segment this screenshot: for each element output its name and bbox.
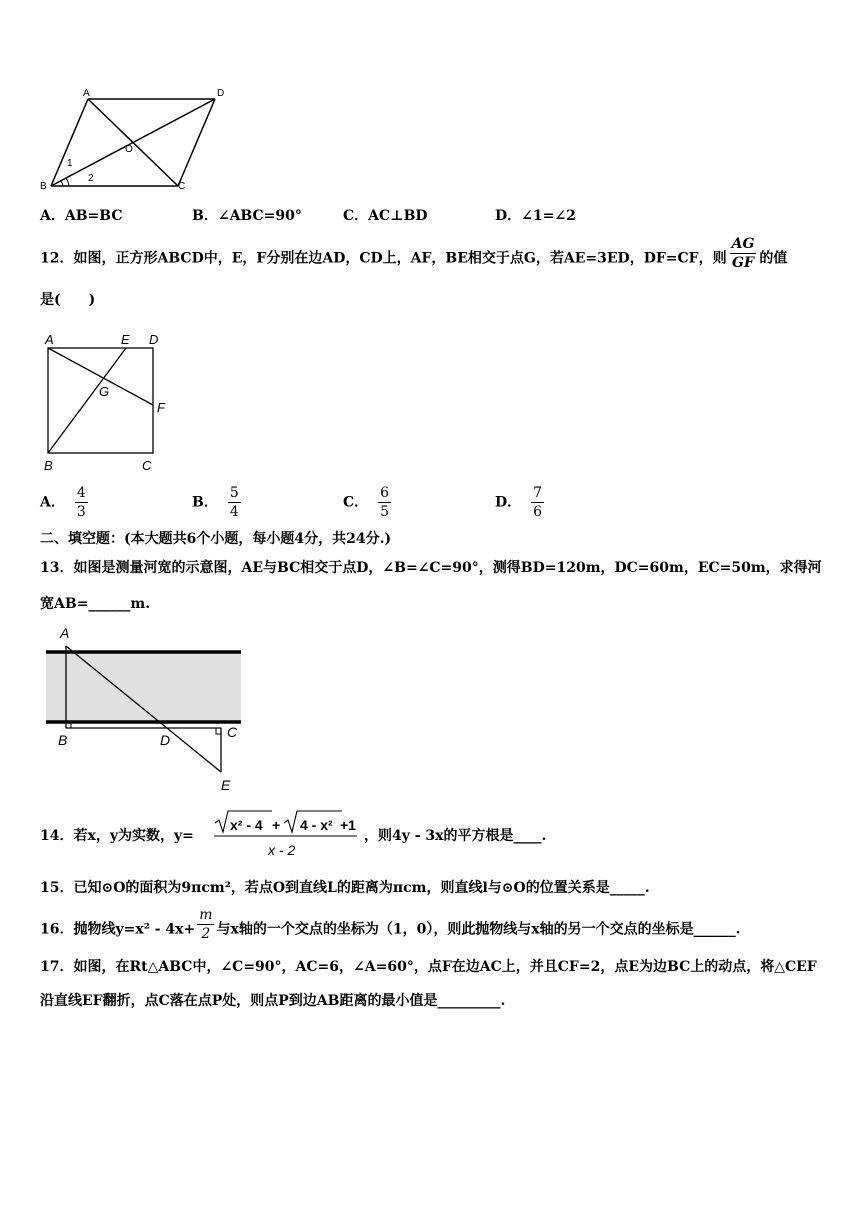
- parallelogram-figure: [35, 85, 235, 195]
- label-F: F: [157, 400, 165, 415]
- q15-text: 15．已知⊙O的面积为9πcm²，若点O到直线L的距离为πcm，则直线l与⊙O的位置关系是_____.: [40, 880, 650, 896]
- label-B: B: [40, 181, 47, 192]
- label-angle-1: 1: [67, 158, 73, 169]
- section-heading: 二、填空题：(本大题共6个小题，每小题4分，共24分.): [40, 531, 392, 547]
- label-C: C: [227, 724, 238, 740]
- svg-text:4 - x²: 4 - x²: [300, 817, 333, 833]
- label-A: A: [60, 625, 70, 641]
- q17-line1: 17．如图，在Rt△ABC中，∠C=90°，AC=6，∠A=60°，点F在边AC上，并且CF=2，点E为边BC上的动点，将△CEF: [40, 959, 817, 975]
- label-E: E: [121, 332, 130, 347]
- label-C: C: [178, 181, 186, 192]
- q11-option-d: D．∠1=∠2: [495, 208, 576, 224]
- label-B: B: [58, 732, 68, 748]
- q14-prefix: 14．若x，y为实数，y=: [40, 828, 194, 844]
- q13-line2: 宽AB=______m.: [40, 596, 151, 612]
- label-D: D: [160, 732, 171, 748]
- svg-text:x² - 4: x² - 4: [230, 817, 263, 833]
- q12-ratio-fraction: $\frac{AG}{GF}$: [731, 236, 755, 271]
- label-A: A: [45, 332, 54, 347]
- q16-fraction: $\frac{m}{2}$: [199, 907, 213, 942]
- q12-option-d: D． $\frac{7}{6}$: [495, 485, 543, 520]
- q14-suffix: ，则4y - 3x的平方根是____.: [364, 828, 547, 844]
- q11-option-b: B．∠ABC=90°: [192, 208, 302, 224]
- q12-option-a: A． $\frac{4}{3}$: [40, 485, 86, 520]
- q12-stem: 12．如图，正方形ABCD中，E，F分别在边AD，CD上，AF，BE相交于点G，若AE=3ED，DF=CF，则 $\frac{AG}{GF}$ 的值: [40, 236, 788, 271]
- river-figure: [40, 624, 255, 796]
- label-G: G: [99, 384, 110, 399]
- q13-line1: 13．如图是测量河宽的示意图，AE与BC相交于点D，∠B=∠C=90°，测得BD=120m，DC=60m，EC=50m，求得河: [40, 560, 822, 576]
- svg-text:+1: +1: [340, 817, 356, 833]
- label-E: E: [221, 777, 231, 793]
- q12-stem-line2: 是( ): [40, 292, 96, 308]
- q11-option-c: C．AC⊥BD: [343, 208, 428, 224]
- label-B: B: [44, 458, 53, 473]
- q12-option-b: B． $\frac{5}{4}$: [192, 485, 239, 520]
- label-D: D: [217, 88, 225, 99]
- square-figure: [38, 330, 178, 475]
- label-D: D: [149, 332, 159, 347]
- label-O: O: [125, 144, 133, 155]
- q11-option-a: A．AB=BC: [40, 208, 123, 224]
- q14-fraction: [212, 808, 362, 860]
- label-C: C: [142, 458, 152, 473]
- svg-text:x - 2: x - 2: [268, 842, 296, 858]
- label-angle-2: 2: [88, 173, 94, 184]
- q16-text: 16．抛物线y=x² - 4x+ $\frac{m}{2}$ 与x轴的一个交点的坐标为（1，0），则此抛物线与x轴的另一个交点的坐标是______.: [40, 907, 741, 942]
- q17-line2: 沿直线EF翻折，点C落在点P处，则点P到边AB距离的最小值是_________.: [40, 993, 506, 1009]
- svg-text:+: +: [272, 817, 281, 833]
- label-A: A: [83, 88, 90, 99]
- q12-option-c: C． $\frac{6}{5}$: [343, 485, 390, 520]
